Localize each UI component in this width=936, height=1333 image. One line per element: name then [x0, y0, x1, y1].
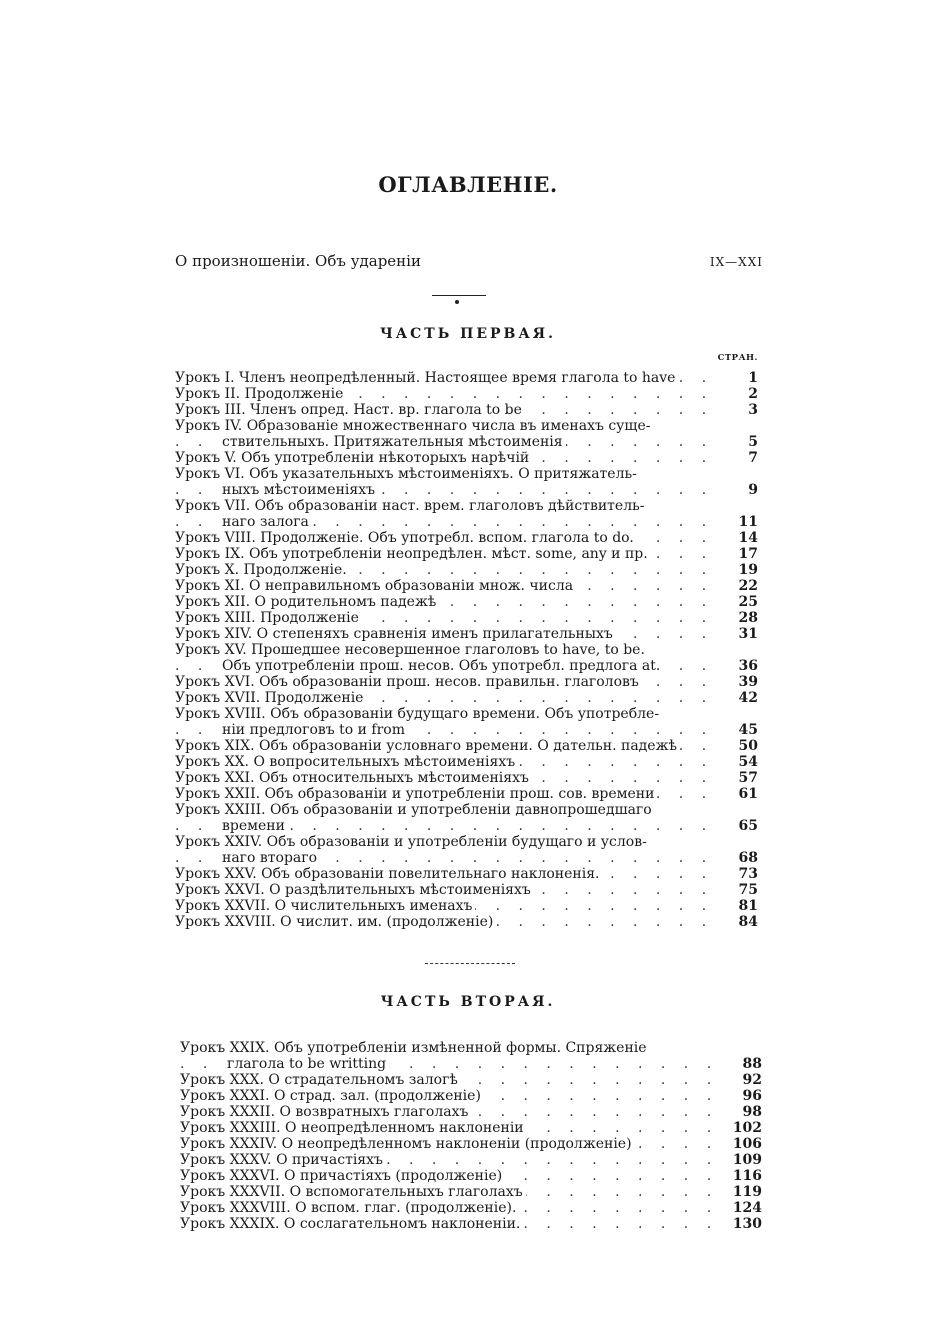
toc-entry-page: 45: [724, 722, 758, 738]
toc-entry-line: [175, 482, 758, 498]
toc-entry: [175, 594, 758, 610]
toc-entry: [175, 770, 758, 786]
toc-entry: [175, 866, 758, 882]
toc-entry-line: [175, 530, 758, 546]
toc-entry: [175, 754, 758, 770]
toc-entry-page: 116: [728, 1168, 762, 1184]
toc-entry-text: Урокъ XX. О вопросительныхъ мѣстоименіяхъ: [175, 754, 518, 770]
toc-entry-text: Урокъ III. Членъ опред. Наст. вр. глагола to be: [175, 402, 525, 418]
toc-entry: [175, 882, 758, 898]
part1-toc: [175, 370, 758, 930]
toc-entry-page: 119: [728, 1184, 762, 1200]
toc-entry-line: [175, 578, 758, 594]
intro-pages: IX—XXI: [709, 255, 763, 269]
toc-entry-page: 31: [724, 626, 758, 642]
toc-entry-text: Урокъ XXXVI. О причастіяхъ (продолженіе): [180, 1168, 505, 1184]
ornament-dot: [455, 300, 459, 304]
toc-entry-line: [180, 1184, 762, 1200]
toc-entry: [175, 706, 758, 738]
toc-entry: [175, 546, 758, 562]
toc-entry-line: [175, 418, 758, 434]
toc-entry-page: 75: [724, 882, 758, 898]
toc-entry-text: Урокъ XVII. Продолженіе: [175, 690, 366, 706]
toc-entry-page: 98: [728, 1104, 762, 1120]
toc-entry-line: [175, 658, 758, 674]
toc-entry-page: 57: [724, 770, 758, 786]
toc-entry-page: 14: [724, 530, 758, 546]
toc-entry-line: [175, 498, 758, 514]
toc-entry-page: 88: [728, 1056, 762, 1072]
toc-entry: [175, 674, 758, 690]
toc-entry-page: 3: [724, 402, 758, 418]
toc-entry-line: [175, 642, 758, 658]
toc-entry-text: Урокъ XXXI. О страд. зал. (продолженіе): [180, 1088, 484, 1104]
toc-entry: [175, 802, 758, 834]
toc-entry-page: 106: [728, 1136, 762, 1152]
page-column-header: СТРАН.: [717, 353, 758, 363]
toc-entry-text: Урокъ XV. Прошедшее несовершенное глаголовъ to have, to be.: [175, 642, 648, 658]
toc-entry-text: Урокъ XXXII. О возвратныхъ глаголахъ: [180, 1104, 471, 1120]
toc-entry: [175, 626, 758, 642]
toc-entry-line: [175, 594, 758, 610]
toc-entry-text: Урокъ XXXIX. О сослагательномъ наклоненіи.: [180, 1216, 523, 1232]
toc-entry-page: 84: [724, 914, 758, 930]
toc-entry-text: Урокъ X. Продолженіе.: [175, 562, 350, 578]
toc-entry-line: [175, 690, 758, 706]
toc-entry-line: [175, 786, 758, 802]
toc-entry-line: [175, 546, 758, 562]
toc-entry-line: [175, 674, 758, 690]
toc-entry-line: [175, 370, 758, 386]
toc-entry-text: Урокъ XXIV. Объ образованіи и употребленіи будущаго и услов-: [175, 834, 650, 850]
toc-entry-page: 54: [724, 754, 758, 770]
toc-entry-text: глагола to be writting: [227, 1056, 389, 1072]
toc-entry-line: [180, 1072, 762, 1088]
toc-entry: [180, 1200, 762, 1216]
toc-entry-line: [180, 1200, 762, 1216]
toc-entry-page: 65: [724, 818, 758, 834]
toc-entry-text: наго залога: [222, 514, 312, 530]
toc-entry-text: Урокъ XXXVIII. О вспом. глаг. (продолженіе).: [180, 1200, 519, 1216]
toc-entry: [175, 578, 758, 594]
toc-entry-line: [175, 770, 758, 786]
part1-heading: ЧАСТЬ ПЕРВАЯ.: [379, 326, 557, 342]
toc-entry: [180, 1184, 762, 1200]
intro-label: О произношеніи. Объ удареніи: [175, 252, 421, 270]
toc-entry-page: 2: [724, 386, 758, 402]
toc-entry-text: Урокъ XXVII. О числительныхъ именахъ: [175, 898, 475, 914]
toc-entry-text: Урокъ I. Членъ неопредѣленный. Настоящее время глагола to have: [175, 370, 678, 386]
toc-entry-page: 73: [724, 866, 758, 882]
toc-entry-page: 68: [724, 850, 758, 866]
toc-entry-page: 92: [728, 1072, 762, 1088]
toc-entry-page: 28: [724, 610, 758, 626]
toc-entry-page: 36: [724, 658, 758, 674]
toc-entry: [180, 1072, 762, 1088]
toc-entry: [175, 370, 758, 386]
toc-entry-text: ніи предлоговъ to и from: [222, 722, 408, 738]
toc-entry-text: Урокъ VII. Объ образованіи наст. врем. глаголовъ дѣйствитель-: [175, 498, 647, 514]
toc-entry-text: Урокъ XXVI. О раздѣлительныхъ мѣстоименіяхъ: [175, 882, 534, 898]
section-divider: [425, 963, 515, 964]
toc-entry-line: [175, 898, 758, 914]
toc-entry-page: 9: [724, 482, 758, 498]
toc-entry-line: [180, 1088, 762, 1104]
toc-entry-text: Урокъ XIII. Продолженіе: [175, 610, 362, 626]
toc-title: ОГЛАВЛЕНІЕ.: [378, 172, 558, 197]
toc-entry-text: Урокъ XVIII. Объ образованіи будущаго времени. Объ употребле-: [175, 706, 662, 722]
toc-entry-line: [175, 818, 758, 834]
toc-entry-text: времени: [222, 818, 288, 834]
toc-entry-text: Урокъ XXII. Объ образованіи и употребленіи прош. сов. времени: [175, 786, 657, 802]
toc-entry: [180, 1104, 762, 1120]
toc-entry: [180, 1120, 762, 1136]
toc-entry-text: Урокъ XXIX. Объ употребленіи измѣненной формы. Спряженіе: [180, 1040, 650, 1056]
toc-entry: [175, 418, 758, 450]
toc-entry-line: [175, 386, 758, 402]
toc-entry-line: [180, 1136, 762, 1152]
toc-entry-line: [175, 722, 758, 738]
toc-entry-text: Урокъ IV. Образованіе множественнаго числа въ именахъ суще-: [175, 418, 653, 434]
part2-heading: ЧАСТЬ ВТОРАЯ.: [380, 994, 556, 1010]
toc-entry-page: 81: [724, 898, 758, 914]
toc-entry-line: [175, 738, 758, 754]
toc-entry-text: Урокъ XXV. Объ образованіи повелительнаго наклоненія.: [175, 866, 602, 882]
toc-entry-line: [175, 562, 758, 578]
toc-entry-page: 50: [724, 738, 758, 754]
toc-entry: [180, 1152, 762, 1168]
toc-entry-page: 102: [728, 1120, 762, 1136]
toc-entry-page: 25: [724, 594, 758, 610]
toc-entry-page: 19: [724, 562, 758, 578]
toc-entry-page: 22: [724, 578, 758, 594]
toc-entry-text: Урокъ XVI. Объ образованіи прош. несов. правильн. глаголовъ: [175, 674, 642, 690]
toc-entry-text: Урокъ XIV. О степеняхъ сравненія именъ прилагательныхъ: [175, 626, 616, 642]
part2-toc: [180, 1040, 762, 1232]
toc-entry-text: Объ употребленіи прош. несов. Объ употребл. предлога at.: [222, 658, 663, 674]
toc-entry-line: [175, 882, 758, 898]
toc-entry-page: 7: [724, 450, 758, 466]
toc-entry-text: Урокъ XXXIV. О неопредѣленномъ наклоненіи (продолженіе): [180, 1136, 635, 1152]
toc-entry-line: [180, 1152, 762, 1168]
toc-entry: [175, 402, 758, 418]
toc-entry: [175, 834, 758, 866]
toc-entry-text: ствительныхъ. Притяжательныя мѣстоименія: [222, 434, 566, 450]
toc-entry-line: [180, 1168, 762, 1184]
toc-entry-text: ныхъ мѣстоименіяхъ: [222, 482, 378, 498]
toc-entry: [175, 450, 758, 466]
toc-entry: [180, 1168, 762, 1184]
toc-entry-page: 124: [728, 1200, 762, 1216]
toc-entry-line: [175, 402, 758, 418]
toc-entry-page: 1: [724, 370, 758, 386]
toc-entry: [175, 690, 758, 706]
toc-entry: [175, 642, 758, 674]
toc-entry-page: 130: [728, 1216, 762, 1232]
toc-entry-page: 42: [724, 690, 758, 706]
toc-entry-text: Урокъ XXIII. Объ образованіи и употребленіи давнопрошедшаго: [175, 802, 655, 818]
toc-entry: [175, 738, 758, 754]
toc-entry-text: Урокъ II. Продолженіе: [175, 386, 346, 402]
toc-entry-page: 96: [728, 1088, 762, 1104]
toc-entry-page: 61: [724, 786, 758, 802]
toc-entry-line: [175, 706, 758, 722]
toc-entry-text: Урокъ XXVIII. О числит. им. (продолженіе): [175, 914, 496, 930]
toc-entry: [180, 1216, 762, 1232]
toc-entry-text: Урокъ XXXV. О причастіяхъ: [180, 1152, 386, 1168]
toc-entry-line: [175, 450, 758, 466]
toc-entry-text: Урокъ XII. О родительномъ падежѣ: [175, 594, 439, 610]
toc-entry-text: Урокъ V. Объ употребленіи нѣкоторыхъ нарѣчій: [175, 450, 532, 466]
toc-entry-line: [175, 802, 758, 818]
toc-entry: [175, 898, 758, 914]
toc-entry: [175, 466, 758, 498]
toc-entry-text: Урокъ XI. О неправильномъ образованіи множ. числа: [175, 578, 576, 594]
toc-entry-line: [180, 1040, 762, 1056]
intro-entry: [175, 252, 763, 270]
toc-entry-page: 109: [728, 1152, 762, 1168]
toc-entry-text: Урокъ VI. Объ указательныхъ мѣстоименіяхъ. О притяжатель-: [175, 466, 640, 482]
toc-entry-page: 17: [724, 546, 758, 562]
toc-entry-line: [180, 1216, 762, 1232]
toc-entry-text: Урокъ XXX. О страдательномъ залогѣ: [180, 1072, 461, 1088]
toc-entry-line: [175, 610, 758, 626]
toc-entry-page: 5: [724, 434, 758, 450]
toc-entry-text: Урокъ XIX. Объ образованіи условнаго времени. О дательн. падежѣ: [175, 738, 680, 754]
toc-entry-line: [175, 434, 758, 450]
toc-entry: [175, 610, 758, 626]
toc-entry-line: [175, 514, 758, 530]
toc-entry-line: [175, 850, 758, 866]
toc-entry-page: 39: [724, 674, 758, 690]
toc-entry: [180, 1040, 762, 1072]
ornament-rule: [432, 295, 486, 296]
toc-entry-text: Урокъ XXI. Объ относительныхъ мѣстоименіяхъ: [175, 770, 532, 786]
toc-entry-line: [175, 914, 758, 930]
toc-entry-text: Урокъ VIII. Продолженіе. Объ употребл. вспом. глагола to do.: [175, 530, 637, 546]
toc-entry: [180, 1136, 762, 1152]
toc-entry: [175, 914, 758, 930]
toc-entry-page: 11: [724, 514, 758, 530]
toc-entry-line: [175, 466, 758, 482]
toc-entry: [175, 530, 758, 546]
toc-entry-line: [175, 866, 758, 882]
toc-entry-text: Урокъ XXXIII. О неопредѣленномъ наклоненіи: [180, 1120, 527, 1136]
toc-entry: [175, 562, 758, 578]
toc-entry-line: [180, 1104, 762, 1120]
toc-entry-line: [180, 1056, 762, 1072]
toc-entry: [175, 786, 758, 802]
toc-entry-line: [180, 1120, 762, 1136]
toc-entry: [175, 386, 758, 402]
toc-entry-line: [175, 834, 758, 850]
toc-entry-line: [175, 626, 758, 642]
toc-entry-text: Урокъ IX. Объ употребленіи неопредѣлен. мѣст. some, any и пр.: [175, 546, 651, 562]
toc-entry: [180, 1088, 762, 1104]
toc-entry-text: наго втораго: [222, 850, 320, 866]
toc-entry: [175, 498, 758, 530]
toc-entry-line: [175, 754, 758, 770]
toc-entry-text: Урокъ XXXVII. О вспомогательныхъ глаголахъ: [180, 1184, 526, 1200]
